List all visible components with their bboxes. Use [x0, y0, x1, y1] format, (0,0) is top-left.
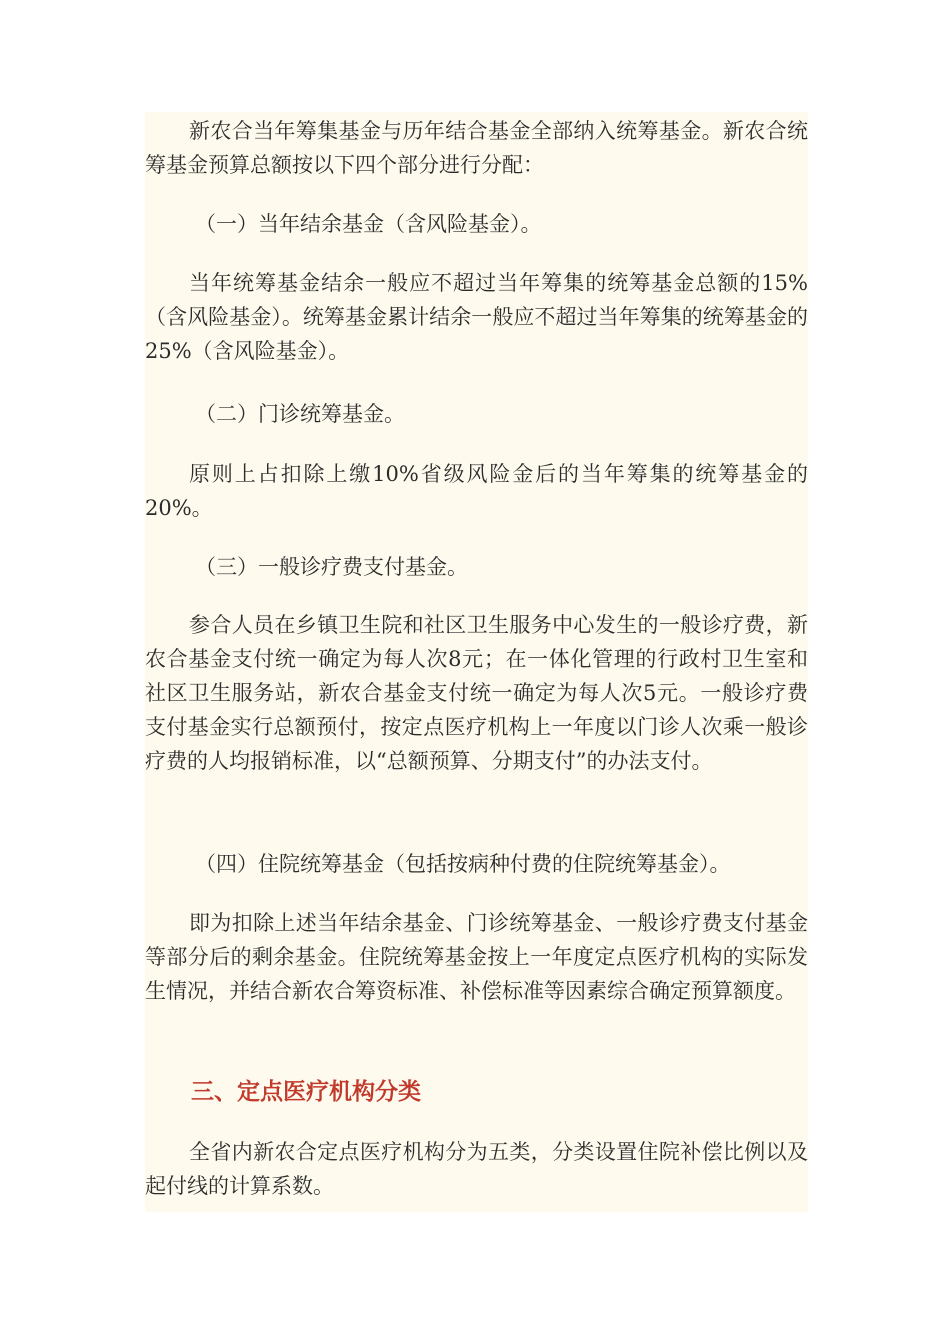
paragraph-outpatient-ratio: 原则上占扣除上缴10%省级风险金后的当年筹集的统筹基金的20%。 [145, 462, 808, 520]
subheading-annual-surplus: （一）当年结余基金（含风险基金）。 [195, 212, 542, 236]
subheading-outpatient-fund: （二）门诊统筹基金。 [195, 402, 405, 426]
section-heading-designated-institutions: 三、定点医疗机构分类 [191, 1079, 421, 1105]
paragraph-fund-intro: 新农合当年筹集基金与历年结合基金全部纳入统筹基金。新农合统筹基金预算总额按以下四个部分进行分配： [145, 119, 808, 177]
paragraph-general-clinic-payment: 参合人员在乡镇卫生院和社区卫生服务中心发生的一般诊疗费，新农合基金支付统一确定为每人次8元；在一体化管理的行政村卫生室和社区卫生服务站，新农合基金支付统一确定为每人次5元。一般诊疗费支付基金实行总额预付，按定点医疗机构上一年度以门诊人次乘一般诊疗费的人均报销标准，以“总额预算、分期支付”的办法支付。 [145, 613, 808, 773]
paragraph-surplus-limits: 当年统筹基金结余一般应不超过当年筹集的统筹基金总额的15%（含风险基金）。统筹基金累计结余一般应不超过当年筹集的统筹基金的25%（含风险基金）。 [145, 271, 808, 363]
paragraph-institution-classes: 全省内新农合定点医疗机构分为五类，分类设置住院补偿比例以及起付线的计算系数。 [145, 1140, 808, 1198]
paragraph-inpatient-budget: 即为扣除上述当年结余基金、门诊统筹基金、一般诊疗费支付基金等部分后的剩余基金。住院统筹基金按上一年度定点医疗机构的实际发生情况，并结合新农合筹资标准、补偿标准等因素综合确定预算额度。 [145, 911, 808, 1003]
subheading-inpatient-fund: （四）住院统筹基金（包括按病种付费的住院统筹基金）。 [195, 852, 731, 876]
document-page [145, 112, 808, 1212]
subheading-general-clinic-fund: （三）一般诊疗费支付基金。 [195, 555, 468, 579]
